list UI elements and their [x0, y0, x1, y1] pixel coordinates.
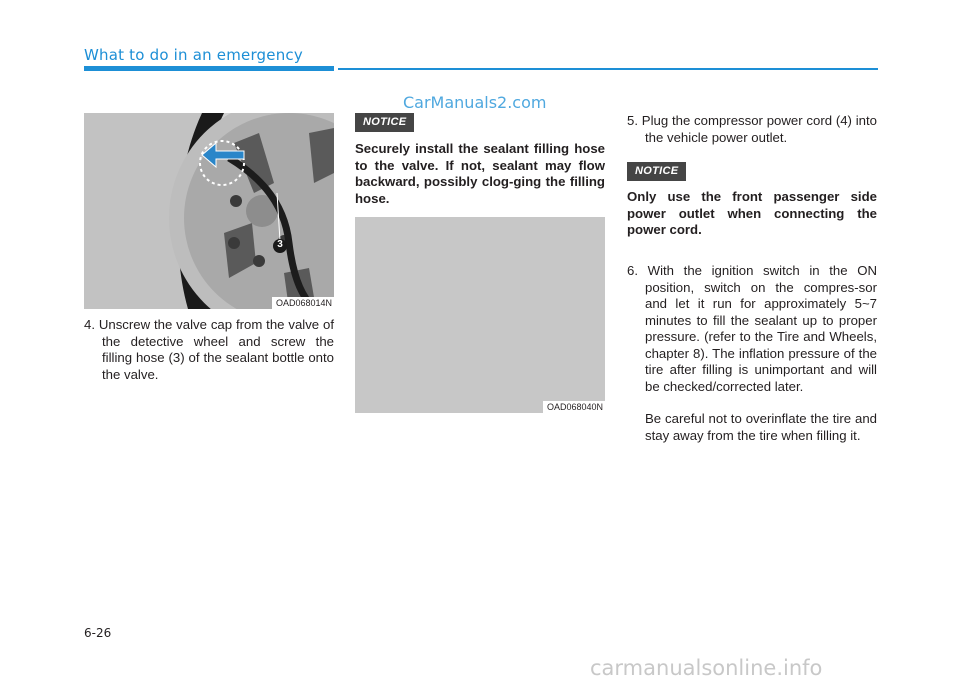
photo-code: OAD068014N	[272, 297, 334, 309]
photo-code: OAD068040N	[543, 401, 605, 413]
step-6-text: 6. With the ignition switch in the ON position, switch on the compres-sor and let it run for approximately 5~7 minutes to fill the sealant up to proper pressure. (refer to the Tire and Wheels, chapter 8). The inflation pressure of the tire after filling is unimportant and will be checked/corrected later.	[627, 263, 877, 394]
wheel-valve-photo	[84, 113, 334, 309]
watermark-top: CarManuals2.com	[403, 93, 547, 112]
section-title: What to do in an emergency	[84, 46, 303, 64]
notice-badge: NOTICE	[627, 162, 686, 181]
header-bar-thick	[84, 66, 334, 71]
sealant-photo	[355, 217, 605, 413]
callout-number: 3	[277, 239, 283, 250]
page-number: 6-26	[84, 626, 112, 640]
step-4-text: 4. Unscrew the valve cap from the valve of the detective wheel and screw the filling hose (3) of the sealant bottle onto the valve.	[84, 317, 334, 382]
header-bar-thin	[338, 68, 878, 70]
notice-text: Securely install the sealant filling hose to the valve. If not, sealant may flow backward, possibly clog-ging the filling hose.	[355, 141, 605, 206]
notice-text: Only use the front passenger side power outlet when connecting the power cord.	[627, 189, 877, 237]
wheel-illustration	[84, 113, 334, 309]
step-5-text: 5. Plug the compressor power cord (4) into the vehicle power outlet.	[627, 113, 877, 145]
notice-badge: NOTICE	[355, 113, 414, 132]
watermark-footer: carmanualsonline.info	[590, 656, 823, 680]
step-6-caution: Be careful not to overinflate the tire and stay away from the tire when filling it.	[645, 411, 877, 443]
